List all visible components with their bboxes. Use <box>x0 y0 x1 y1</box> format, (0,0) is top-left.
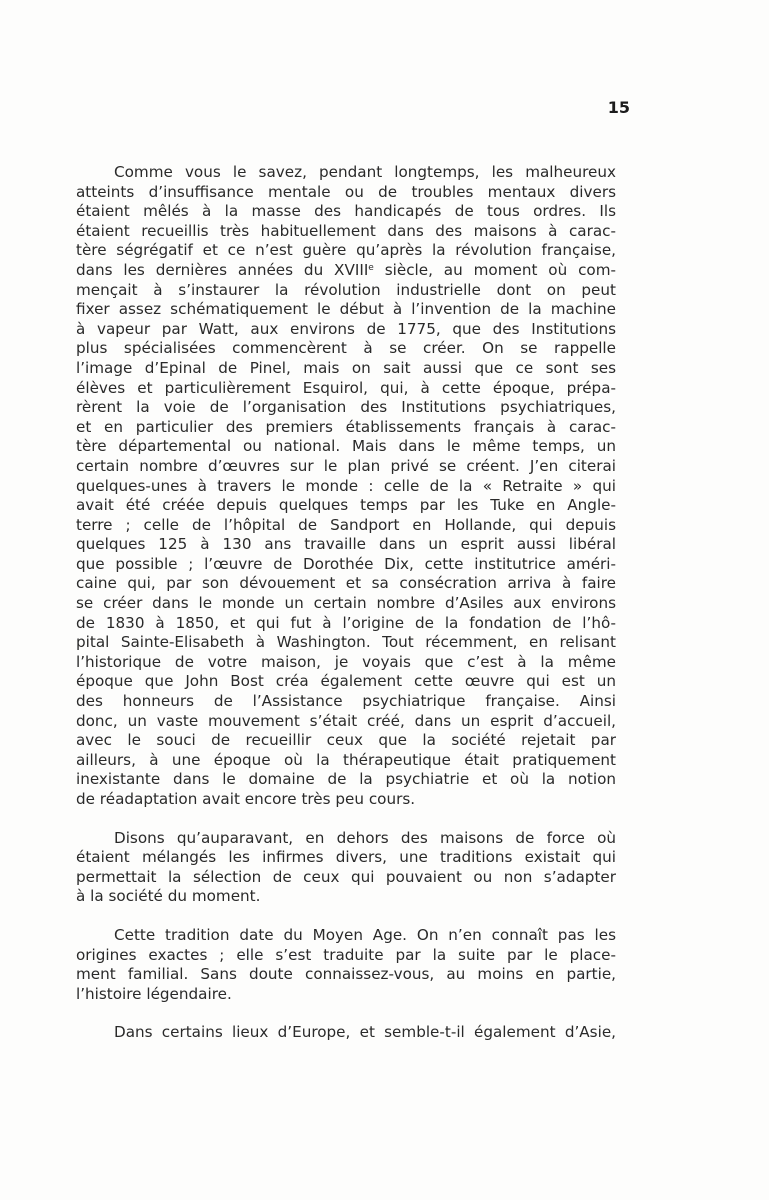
paragraph-3 <box>76 926 616 1004</box>
superscript: e <box>368 262 374 273</box>
text-fragment: siècle, au moment où com- <box>373 260 616 279</box>
text-line: que possible ; l’œuvre de Dorothée Dix, cette institutrice améri- <box>76 554 616 573</box>
text-line: quelques 125 à 130 ans travaille dans un esprit aussi libéral <box>76 535 616 554</box>
text-line: plus spécialisées commencèrent à se créer. On se rappelle <box>76 339 616 358</box>
text-line: étaient mélangés les infirmes divers, une traditions existait qui <box>76 848 616 867</box>
text-line: fixer assez schématiquement le début à l’invention de la machine <box>76 300 616 319</box>
text-line: à vapeur par Watt, aux environs de 1775, que des Institutions <box>76 319 616 338</box>
text-line: étaient recueillis très habituellement dans des maisons à carac- <box>76 221 616 240</box>
text-line: de 1830 à 1850, et qui fut à l’origine de la fondation de l’hô- <box>76 613 616 632</box>
text-line: atteints d’insuffisance mentale ou de troubles mentaux divers <box>76 182 616 201</box>
text-line: Cette tradition date du Moyen Age. On n’en connaît pas les <box>114 925 616 944</box>
text-line: l’image d’Epinal de Pinel, mais on sait aussi que ce sont ses <box>76 358 616 377</box>
text-line: pital Sainte-Elisabeth à Washington. Tout récemment, en relisant <box>76 633 616 652</box>
text-fragment: dans les dernières années du XVIII <box>76 260 369 279</box>
page-number: 15 <box>607 98 630 117</box>
text-line: certain nombre d’œuvres sur le plan privé se créent. J’en citerai <box>76 456 616 475</box>
text-line: rèrent la voie de l’organisation des Institutions psychiatriques, <box>76 398 616 417</box>
text-line: origines exactes ; elle s’est traduite par la suite par le place- <box>76 945 616 964</box>
body-text <box>76 163 616 1043</box>
text-line: permettait la sélection de ceux qui pouvaient ou non s’adapter <box>76 867 616 886</box>
text-line: tère départemental ou national. Mais dans le même temps, un <box>76 437 616 456</box>
text-line: donc, un vaste mouvement s’était créé, dans un esprit d’accueil, <box>76 711 616 730</box>
text-line-century <box>76 261 616 281</box>
text-line: à la société du moment. <box>76 887 261 906</box>
text-line: Dans certains lieux d’Europe, et semble-t-il également d’Asie, <box>114 1023 616 1042</box>
text-line: et en particulier des premiers établissements français à carac- <box>76 417 616 436</box>
text-line: élèves et particulièrement Esquirol, qui, à cette époque, prépa- <box>76 378 616 397</box>
text-line: inexistante dans le domaine de la psychiatrie et où la notion <box>76 770 616 789</box>
text-line: caine qui, par son dévouement et sa consécration arriva à faire <box>76 574 616 593</box>
text-line: tère ségrégatif et ce n’est guère qu’après la révolution française, <box>76 241 616 260</box>
text-line: ment familial. Sans doute connaissez-vous, au moins en partie, <box>76 965 616 984</box>
text-line: de réadaptation avait encore très peu cours. <box>76 790 416 808</box>
paragraph-2 <box>76 829 616 907</box>
text-line: se créer dans le monde un certain nombre d’Asiles aux environs <box>76 594 616 613</box>
text-line: l’historique de votre maison, je voyais que c’est à la même <box>76 652 616 671</box>
text-line: mençait à s’instaurer la révolution industrielle dont on peut <box>76 280 616 299</box>
text-line: Comme vous le savez, pendant longtemps, les malheureux <box>114 163 616 181</box>
paragraph-4 <box>76 1023 616 1043</box>
text-line: avait été créée depuis quelques temps par les Tuke en Angle- <box>76 496 616 515</box>
text-line: avec le souci de recueillir ceux que la société rejetait par <box>76 731 616 750</box>
text-line: des honneurs de l’Assistance psychiatrique française. Ainsi <box>76 692 616 711</box>
text-line: Disons qu’auparavant, en dehors des maisons de force où <box>114 828 616 847</box>
text-line: quelques-unes à travers le monde : celle de la « Retraite » qui <box>76 476 616 495</box>
text-line: ailleurs, à une époque où la thérapeutique était pratiquement <box>76 750 616 769</box>
text-line: époque que John Bost créa également cette œuvre qui est un <box>76 672 616 691</box>
text-line: terre ; celle de l’hôpital de Sandport en Hollande, qui depuis <box>76 515 616 534</box>
paragraph-1 <box>76 163 616 810</box>
text-line: étaient mêlés à la masse des handicapés de tous ordres. Ils <box>76 202 616 221</box>
text-line: l’histoire légendaire. <box>76 984 232 1003</box>
